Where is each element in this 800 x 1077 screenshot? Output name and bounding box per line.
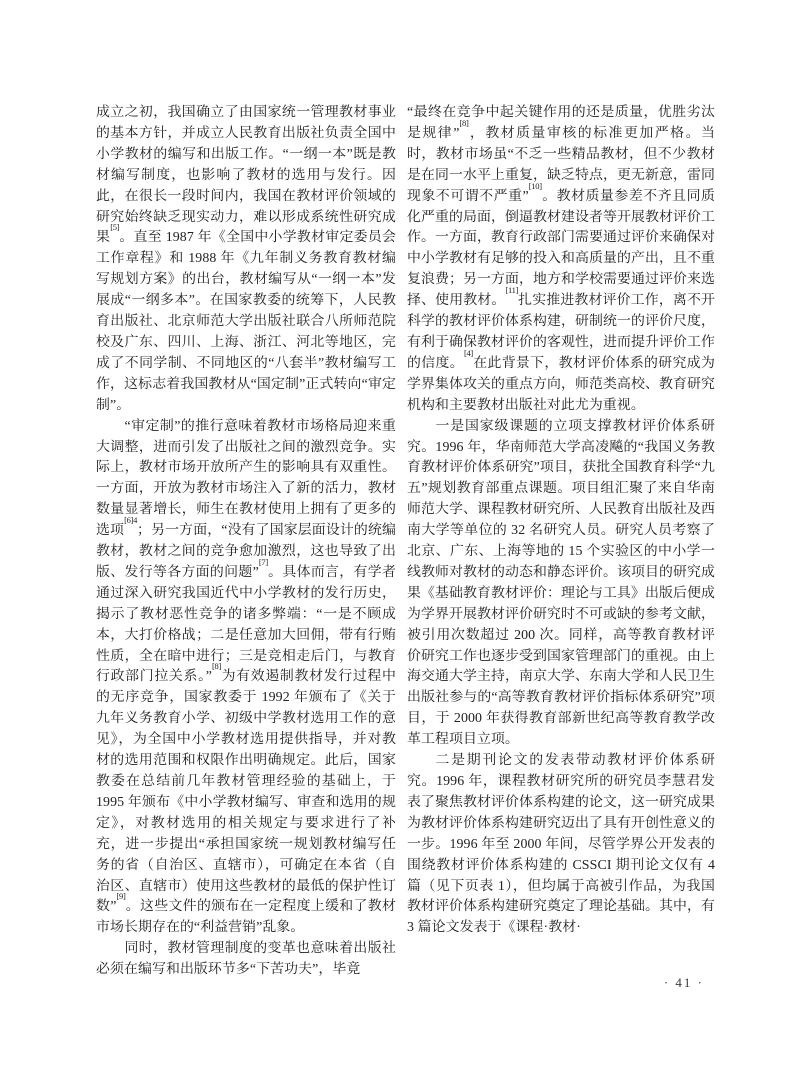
paragraph: “最终在竞争中起关键作用的还是质量，优胜劣汰是规律”[8]，教材质量审核的标准更加严格。当时，教材市场虽“不乏一些精品教材，但不少教材是在同一水平上重复，缺乏特点，更无新意，雷同现象不可谓不严重”[10]。教材质量参差不齐且同质化严重的局面，倒逼教材建设者等开展教材评价工作。一方面，教育行政部门需要通过评价来确保对中小学教材有足够的投入和高质量的产出，且不重复浪费；另一方面，地方和学校需要通过评价来选择、使用教材。[11]扎实推进教材评价工作，离不开科学的教材评价体系构建，研制统一的评价尺度，有利于确保教材评价的客观性，进而提升评价工作的信度。[4]在此背景下，教材评价体系的研究成为学界集体攻关的重点方向，师范类高校、教育研究机构和主要教材出版社对此尤为重视。 bbox=[407, 105, 716, 413]
paragraph: 一是国家级课题的立项支撑教材评价体系研究。1996 年，华南师范大学高凌飚的“我国义务教育教材评价体系研究”项目，获批全国教育科学“九五”规划教育部重点课题。项目组汇聚了来自华南师范大学、课程教材研究所、人民教育出版社及西南大学等单位的 32 名研究人员。研究人员考察了北京、广东、上海等地的 15 个实验区的中小学一线教师对教材的动态和静态评价。该项目的研究成果《基础教育教材评价：理论与工具》出版后便成为学界开展教材评价研究时不可或缺的参考文献，被引用次数超过 200 次。同样，高等教育教材评价研究工作也逐步受到国家管理部门的重视。由上海交通大学主持，南京大学、东南大学和人民卫生出版社参与的“高等教育教材评价指标体系研究”项目，于 2000 年获得教育部新世纪高等教育教学改革工程项目立项。 bbox=[407, 418, 715, 748]
citation-marker: [4] bbox=[463, 347, 473, 358]
citation-marker: [8] bbox=[211, 661, 221, 672]
text-column-left bbox=[96, 103, 396, 981]
citation-marker: [5] bbox=[110, 222, 120, 233]
citation-marker: [7] bbox=[258, 556, 268, 567]
paragraph: 二是期刊论文的发表带动教材评价体系研究。1996 年，课程教材研究所的研究员李慧君发表了聚焦教材评价体系构建的论文，这一研究成果为教材评价体系构建研究迈出了具有开创性意义的一步。1996 年至 2000 年间，尽管学界公开发表的围绕教材评价体系构建的 CSSCI 期刊论文仅有 4 篇（见下页表 1），但均属于高被引作品，为我国教材评价体系构建研究奠定了理论基础。其中，有 3 篇论文发表于《课程·教材· bbox=[407, 753, 715, 936]
citation-marker: [9] bbox=[116, 891, 126, 902]
citation-marker: [8] bbox=[459, 117, 469, 128]
citation-marker: [10] bbox=[528, 180, 542, 191]
text-column-right bbox=[407, 103, 715, 939]
paragraph: 成立之初，我国确立了由国家统一管理教材事业的基本方针，并成立人民教育出版社负责全国中小学教材的编写和出版工作。“一纲一本”既是教材编写制度，也影响了教材的选用与发行。因此，在很长一段时间内，我国在教材评价领域的研究始终缺乏现实动力，难以形成系统性研究成果[5]。直至 1987 年《全国中小学教材审定委员会工作章程》和 1988 年《九年制义务教育教材编写规划方案》的出台，教材编写从“一纲一本”发展成“一纲多本”。在国家教委的统筹下，人民教育出版社、北京师范大学出版社联合八所师范院校及广东、四川、上海、浙江、河北等地区，完成了不同学制、不同地区的“八套半”教材编写工作，这标志着我国教材从“国定制”正式转向“审定制”。 bbox=[96, 105, 396, 413]
page-number: · 41 · bbox=[663, 975, 704, 990]
citation-marker: [11] bbox=[505, 285, 519, 296]
paragraph: “审定制”的推行意味着教材市场格局迎来重大调整，进而引发了出版社之间的激烈竞争。实际上，教材市场开放所产生的影响具有双重性。一方面，开放为教材市场注入了新的活力，教材数量显著增长，师生在教材使用上拥有了更多的选项$^{[6]4}$；另一方面，“没有了国家层面设计的统编教材，教材之间的竞争愈加激烈，这也导致了出版、发行等各方面的问题”[7]。具体而言，有学者通过深入研究我国近代中小学教材的发行历史，揭示了教材恶性竞争的诸多弊端：“一是不顾成本，大打价格战；二是任意加大回佣，带有行贿性质，全在暗中进行；三是竞相走后门，与教育行政部门拉关系。”[8]为有效遏制教材发行过程中的无序竞争，国家教委于 1992 年颁布了《关于九年义务教育小学、初级中学教材选用工作的意见》，为全国中小学教材选用提供指导，并对教材的选用范围和权限作出明确规定。此后，国家教委在总结前几年教材管理经验的基础上，于 1995 年颁布《中小学教材编写、审查和选用的规定》，对教材选用的相关规定与要求进行了补充，进一步提出“承担国家统一规划教材编写任务的省（自治区、直辖市），可确定在本省（自治区、直辖市）使用这些教材的最低的保护性订数”[9]。这些文件的颁布在一定程度上缓和了教材市场长期存在的“利益营销”乱象。 bbox=[96, 418, 397, 936]
paragraph: 同时，教材管理制度的变革也意味着出版社必须在编写和出版环节多“下苦功夫”，毕竟 bbox=[96, 941, 396, 978]
citation-marker: [6]4 bbox=[124, 515, 138, 526]
